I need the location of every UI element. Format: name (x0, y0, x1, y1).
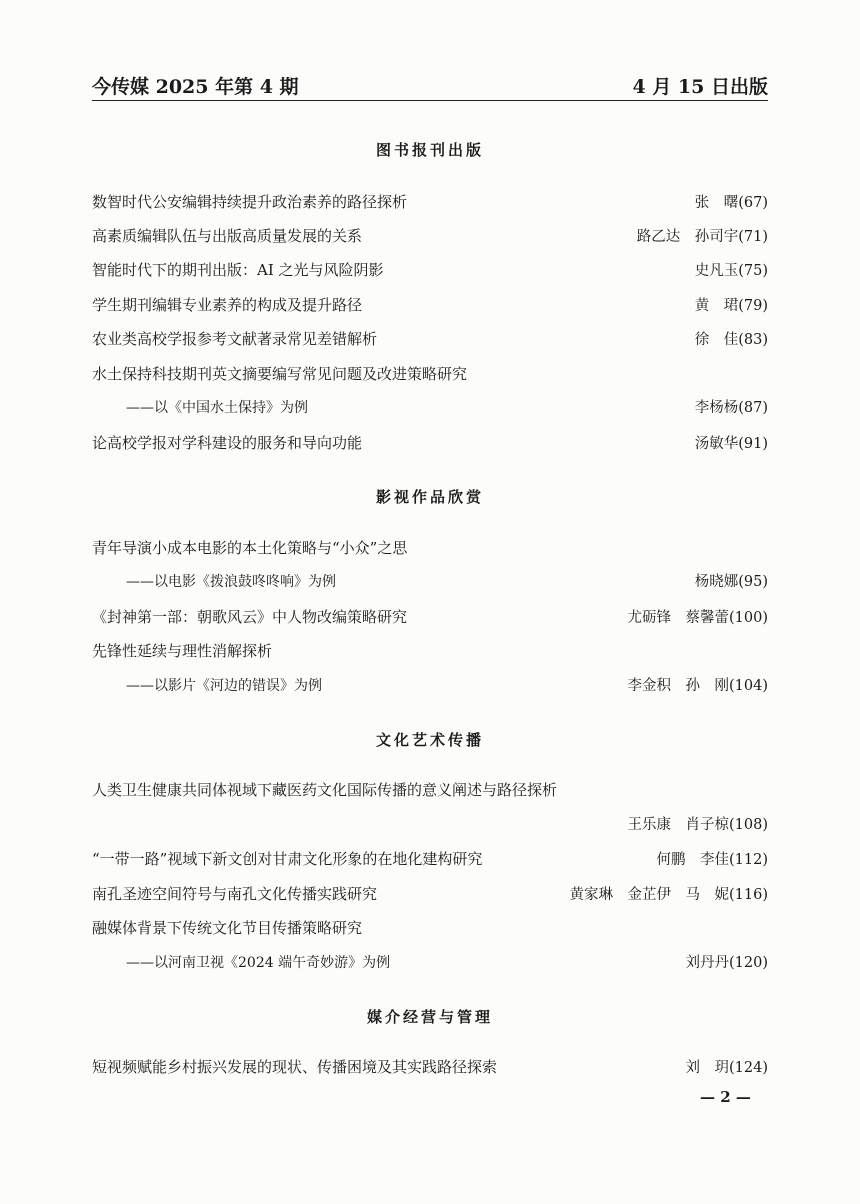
article-authors: 徐 佳(83) (694, 332, 768, 348)
toc-entry-title-line[interactable] (92, 780, 768, 800)
article-title: 融媒体背景下传统文化节目传播策略研究 (92, 919, 363, 937)
toc-entry-title-line[interactable] (92, 538, 768, 558)
article-authors: 张 曙(67) (694, 195, 768, 211)
toc-entry[interactable] (92, 1057, 768, 1078)
article-authors: 刘 玥(124) (685, 1060, 768, 1076)
article-subtitle: ——以河南卫视《2024 端午奇妙游》为例 (126, 955, 391, 971)
section-title-book-publishing: 图书报刊出版 (375, 141, 484, 159)
article-title: 先锋性延续与理性消解探析 (92, 642, 273, 660)
toc-entry-subtitle-line[interactable] (92, 953, 768, 973)
toc-entry-authors-line[interactable] (92, 815, 768, 835)
section-title-culture-arts: 文化艺术传播 (375, 731, 484, 749)
header-divider (92, 100, 768, 101)
article-title: 短视频赋能乡村振兴发展的现状、传播困境及其实践路径探索 (92, 1058, 498, 1076)
toc-entry[interactable] (92, 849, 768, 870)
article-title: 高素质编辑队伍与出版高质量发展的关系 (92, 227, 363, 245)
toc-entry[interactable] (92, 607, 768, 628)
toc-entry-subtitle-line[interactable] (92, 398, 768, 418)
article-authors: 杨晓娜(95) (694, 574, 768, 590)
article-authors: 王乐康 肖子椋(108) (627, 817, 768, 833)
article-title: 水土保持科技期刊英文摘要编写常见问题及改进策略研究 (92, 365, 468, 383)
article-authors: 尤砺锋 蔡馨蕾(100) (627, 610, 768, 626)
article-subtitle: ——以电影《拨浪鼓咚咚响》为例 (126, 574, 336, 590)
toc-entry-title-line[interactable] (92, 918, 768, 938)
page-number: — 2 — (700, 1088, 751, 1106)
article-title: “一带一路”视域下新文创对甘肃文化形象的在地化建构研究 (92, 850, 483, 868)
page-header (92, 72, 768, 99)
publish-date: 4 月 15 日出版 (632, 76, 768, 98)
article-subtitle: ——以《中国水土保持》为例 (126, 400, 308, 416)
article-title: 论高校学报对学科建设的服务和导向功能 (92, 434, 363, 452)
article-title: 人类卫生健康共同体视域下藏医药文化国际传播的意义阐述与路径探析 (92, 781, 558, 799)
toc-entry[interactable] (92, 329, 768, 350)
article-authors: 李金积 孙 刚(104) (627, 678, 768, 694)
article-title: 《封神第一部：朝歌风云》中人物改编策略研究 (92, 608, 408, 626)
article-title: 数智时代公安编辑持续提升政治素养的路径探析 (92, 193, 408, 211)
article-subtitle: ——以影片《河边的错误》为例 (126, 678, 322, 694)
article-title: 农业类高校学报参考文献著录常见差错解析 (92, 330, 378, 348)
toc-entry[interactable] (92, 192, 768, 213)
toc-entry-subtitle-line[interactable] (92, 572, 768, 592)
toc-entry[interactable] (92, 433, 768, 454)
section-title-film-appreciation: 影视作品欣赏 (375, 488, 484, 506)
toc-entry-title-line[interactable] (92, 364, 768, 384)
toc-entry[interactable] (92, 295, 768, 316)
article-title: 青年导演小成本电影的本土化策略与“小众”之思 (92, 539, 408, 557)
article-authors: 史凡玉(75) (694, 263, 768, 279)
article-authors: 刘丹丹(120) (685, 955, 768, 971)
toc-entry-subtitle-line[interactable] (92, 676, 768, 696)
article-title: 南孔圣迹空间符号与南孔文化传播实践研究 (92, 885, 378, 903)
section-title-media-management: 媒介经营与管理 (366, 1008, 493, 1026)
journal-issue: 今传媒 2025 年第 4 期 (92, 76, 299, 98)
article-authors: 黄 珺(79) (694, 298, 768, 314)
toc-entry[interactable] (92, 260, 768, 281)
article-authors: 何鹏 李佳(112) (656, 852, 768, 868)
toc-entry[interactable] (92, 226, 768, 247)
toc-entry-title-line[interactable] (92, 641, 768, 661)
article-authors: 李杨杨(87) (694, 400, 768, 416)
toc-entry[interactable] (92, 884, 768, 905)
article-authors: 黄家琳 金芷伊 马 妮(116) (569, 887, 768, 903)
article-authors: 汤敏华(91) (694, 436, 768, 452)
article-title: 学生期刊编辑专业素养的构成及提升路径 (92, 296, 363, 314)
article-title: 智能时代下的期刊出版：AI 之光与风险阴影 (92, 261, 384, 279)
article-authors: 路乙达 孙司宇(71) (636, 229, 768, 245)
